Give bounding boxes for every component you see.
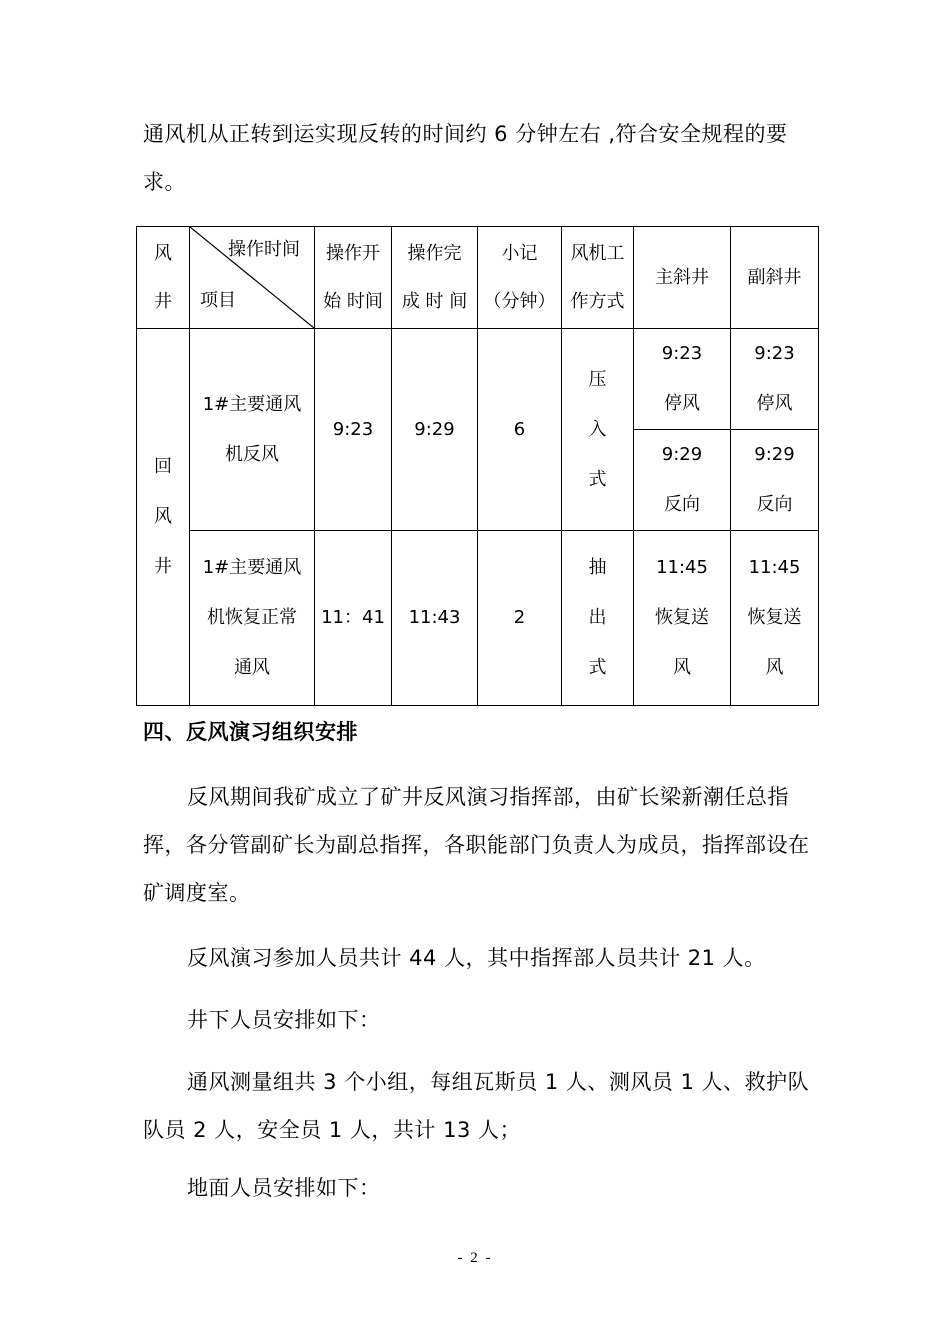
- header-start-time: [315, 227, 392, 329]
- paragraph-underground-heading: 井下人员安排如下：: [187, 1008, 381, 1032]
- row2-mode: [562, 531, 634, 706]
- header-mode-line-2: 作方式: [570, 290, 625, 312]
- header-duration-line-2: （分钟）: [483, 290, 556, 312]
- row1-main-stop-time: 9:23: [661, 343, 703, 364]
- paragraph-command-center: 反风期间我矿成立了矿井反风演习指挥部，由矿长梁新潮任总指挥，各分管副矿长为副总指挥，各职能部门负责人为成员，指挥部设在矿调度室。: [143, 785, 810, 905]
- row1-mode: [562, 329, 634, 531]
- row2-aux-resume-line-2: 风: [765, 657, 784, 678]
- header-aux-incline: 副斜井: [731, 227, 819, 329]
- row2-item-line-3: 通风: [234, 657, 270, 678]
- row1-item-line-1: 1#主要通风: [202, 393, 302, 415]
- row1-main-stop-label: 停风: [664, 393, 700, 414]
- row2-item: [190, 531, 315, 706]
- row1-aux-reverse: [731, 430, 819, 531]
- well-name-char-1: 回: [154, 456, 172, 477]
- row1-end: 9:29: [392, 329, 478, 531]
- row2-mode-char-2: 出: [588, 607, 607, 628]
- well-name-char-2: 风: [154, 506, 172, 527]
- row2-end: 11:43: [392, 531, 478, 706]
- row2-aux-resume-time: 11:45: [748, 557, 801, 578]
- paragraph-surface-heading: 地面人员安排如下：: [187, 1176, 381, 1200]
- header-mode-line-1: 风机工: [570, 242, 625, 264]
- row2-main-resume-time: 11:45: [656, 557, 708, 578]
- header-diagonal-cell: [190, 227, 315, 329]
- header-main-incline: 主斜井: [634, 227, 731, 329]
- row2-start: 11：41: [315, 531, 392, 706]
- section-heading: 四、反风演习组织安排: [143, 720, 358, 744]
- header-well-text: 风井: [154, 242, 172, 312]
- header-end-time: [392, 227, 478, 329]
- header-operation-time: 操作时间: [228, 239, 300, 260]
- row2-mode-char-1: 抽: [588, 557, 607, 578]
- row1-duration: 6: [478, 329, 562, 531]
- row1-main-reverse: [634, 430, 731, 531]
- row1-aux-stop-time: 9:23: [754, 343, 795, 364]
- well-name-cell: [137, 329, 190, 706]
- well-name-char-3: 井: [154, 556, 172, 577]
- row2-main-resume-line-1: 恢复送: [655, 607, 709, 628]
- header-item: 项目: [200, 290, 236, 311]
- row2-mode-char-3: 式: [588, 657, 607, 678]
- row1-mode-char-3: 式: [588, 468, 607, 490]
- paragraph-measurement-group: 通风测量组共 3 个小组，每组瓦斯员 1 人、测风员 1 人、救护队队员 2 人，安全员 1 人，共计 13 人；: [143, 1070, 810, 1142]
- row1-aux-reverse-label: 反向: [756, 494, 793, 515]
- table-header-row: [137, 227, 819, 329]
- row1-aux-stop: [731, 329, 819, 430]
- row2-aux-resume: [731, 531, 819, 706]
- row2-aux-resume-line-1: 恢复送: [747, 607, 802, 628]
- row1-mode-char-2: 入: [588, 418, 607, 440]
- table-row: [137, 329, 819, 430]
- page-number: - 2 -: [457, 1250, 493, 1266]
- paragraph-participants: 反风演习参加人员共计 44 人，其中指挥部人员共计 21 人。: [187, 946, 766, 970]
- header-end-line-2: 成 时 间: [401, 290, 468, 312]
- row2-main-resume-line-2: 风: [673, 657, 691, 678]
- header-well: [137, 227, 190, 329]
- row1-item-line-2: 机反风: [225, 443, 279, 465]
- header-duration-line-1: 小记: [501, 242, 538, 264]
- intro-paragraph: [143, 110, 819, 206]
- row1-main-reverse-time: 9:29: [661, 444, 703, 465]
- row1-aux-reverse-time: 9:29: [754, 444, 795, 465]
- row1-start: 9:23: [315, 329, 392, 531]
- header-end-line-1: 操作完: [407, 242, 462, 264]
- header-start-line-1: 操作开: [326, 242, 380, 264]
- header-fan-mode: [562, 227, 634, 329]
- row2-item-line-2: 机恢复正常: [207, 607, 297, 628]
- row2-item-line-1: 1#主要通风: [202, 557, 302, 578]
- header-start-line-2: 始 时间: [323, 290, 383, 312]
- ventilation-reversal-table: [136, 226, 819, 706]
- row1-item: [190, 329, 315, 531]
- table-row: [137, 531, 819, 706]
- row2-main-resume: [634, 531, 731, 706]
- intro-line-2: 求。: [143, 170, 186, 194]
- row1-aux-stop-label: 停风: [756, 393, 793, 414]
- header-duration: [478, 227, 562, 329]
- row2-duration: 2: [478, 531, 562, 706]
- row1-main-reverse-label: 反向: [664, 494, 700, 515]
- intro-line-1: 通风机从正转到运实现反转的时间约 6 分钟左右 ,符合安全规程的要: [143, 122, 788, 146]
- row1-mode-char-1: 压: [588, 368, 607, 390]
- row1-main-stop: [634, 329, 731, 430]
